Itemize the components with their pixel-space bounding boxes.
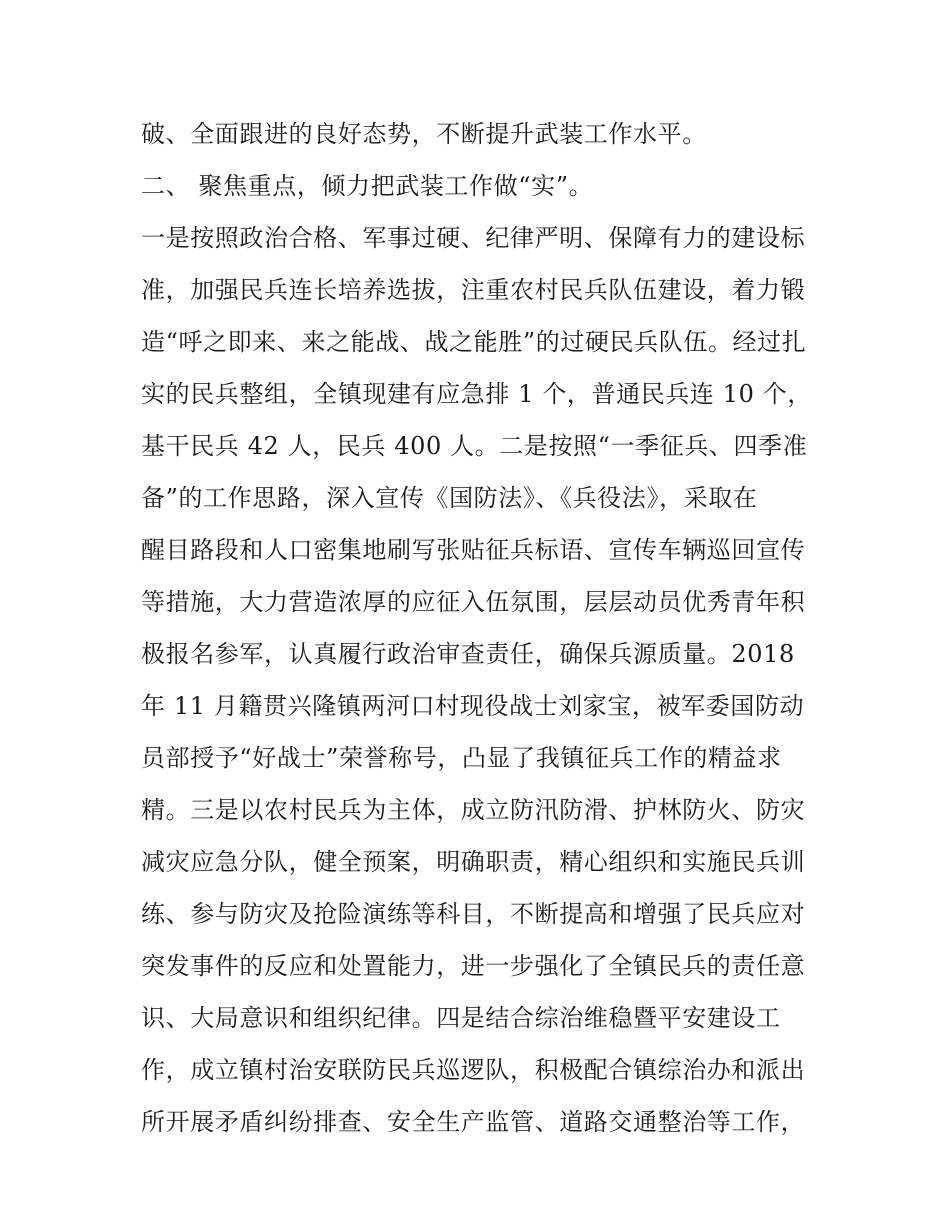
text-line: 醒目路段和人口密集地刷写张贴征兵标语、宣传车辆巡回宣传 [141, 536, 806, 564]
text-line: 基干民兵 42 人，民兵 400 人。二是按照“一季征兵、四季准 [141, 432, 808, 460]
text-line: 备”的工作思路，深入宣传《国防法》、《兵役法》，采取在 [141, 484, 758, 512]
text-line: 破、全面跟进的良好态势，不断提升武装工作水平。 [141, 120, 707, 148]
body-text [141, 108, 821, 1148]
text-line: 所开展矛盾纠纷排查、安全生产监管、道路交通整治等工作， [141, 1108, 806, 1136]
text-line: 等措施，大力营造浓厚的应征入伍氛围，层层动员优秀青年积 [141, 588, 806, 616]
text-line: 突发事件的反应和处置能力，进一步强化了全镇民兵的责任意 [141, 952, 806, 980]
text-line: 员部授予“好战士”荣誉称号，凸显了我镇征兵工作的精益求 [141, 744, 782, 772]
section-heading: 二、 聚焦重点，倾力把武装工作做“实”。 [141, 172, 594, 200]
text-line: 年 11 月籍贯兴隆镇两河口村现役战士刘家宝，被军委国防动 [141, 692, 805, 720]
text-line: 实的民兵整组，全镇现建有应急排 1 个，普通民兵连 10 个， [141, 380, 812, 408]
text-line: 一是按照政治合格、军事过硬、纪律严明、保障有力的建设标 [141, 224, 806, 252]
text-line: 减灾应急分队，健全预案，明确职责，精心组织和实施民兵训 [141, 848, 806, 876]
text-line: 识、大局意识和组织纪律。四是结合综治维稳暨平安建设工 [141, 1004, 781, 1032]
text-line: 造“呼之即来、来之能战、战之能胜”的过硬民兵队伍。经过扎 [141, 328, 807, 356]
text-line: 精。三是以农村民兵为主体，成立防汛防滑、护林防火、防灾 [141, 796, 806, 824]
text-line: 极报名参军，认真履行政治审查责任，确保兵源质量。2018 [141, 640, 795, 668]
text-line: 准，加强民兵连长培养选拔，注重农村民兵队伍建设，着力锻 [141, 276, 806, 304]
text-line: 作，成立镇村治安联防民兵巡逻队，积极配合镇综治办和派出 [141, 1056, 806, 1084]
text-line: 练、参与防灾及抢险演练等科目，不断提高和增强了民兵应对 [141, 900, 806, 928]
